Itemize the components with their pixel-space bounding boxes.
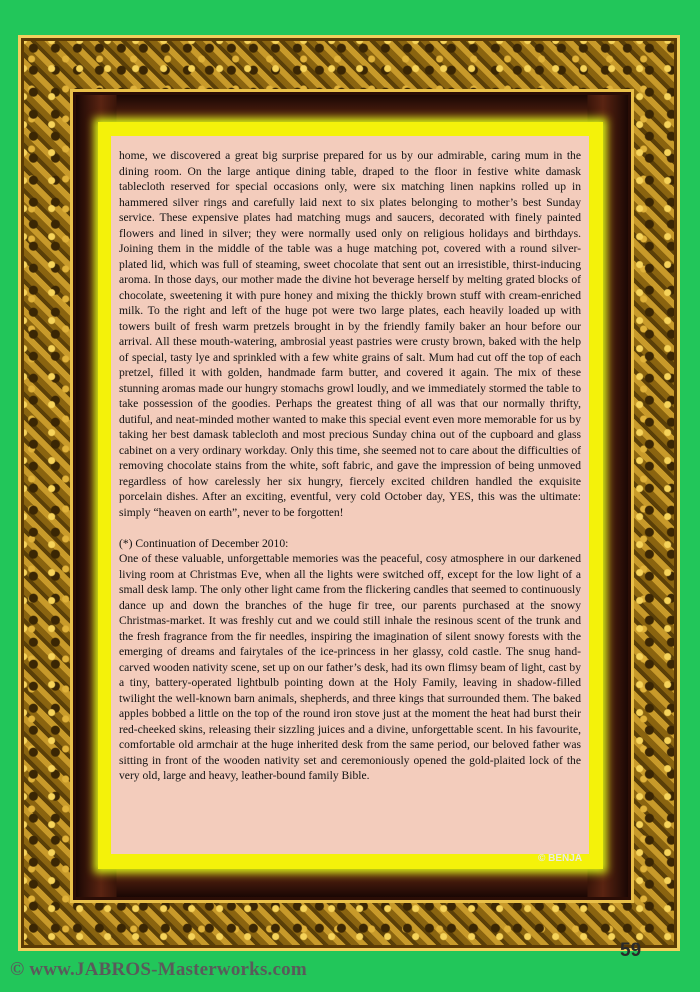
text-panel bbox=[111, 136, 589, 854]
artist-watermark: © BENJA bbox=[538, 853, 583, 864]
page-number: 59 bbox=[620, 940, 642, 961]
story-paragraph-1: home, we discovered a great big surprise prepared for us by our admirable, caring mum in the dining room. On the large antique dining table, draped to the floor in festive white damask tablecloth reserved for special occasions only, were six matching linen napkins rolled up in hammered silver rings and carefully laid next to six plates belonging to mother’s best Sunday service. These expensive plates had matching mugs and saucers, decorated with finely painted flowers and lined in silver; they were normally used only on religious holidays and birthdays. Joining them in the middle of the table was a huge matching pot, covered with a round silver-plated lid, which was full of steaming, sweet chocolate that sent out an irresistible, thirst-inducing aroma. In those days, our mother made the divine hot beverage herself by melting grated blocks of chocolate, sweetening it with pure honey and mixing the thickly brown stuff with cream-enriched milk. To the right and left of the huge pot were two large plates, each heavily loaded up with towers built of fresh warm pretzels brought in by the friendly family baker an hour before our arrival. All these mouth-watering, ambrosial yeast pastries were crusty brown, baked with the help of special, tasty lye and sprinkled with a few white grains of salt. Mum had cut off the top of each pretzel, filled it with golden, handmade farm butter, and covered it again. The mix of these stunning aromas made our hungry stomachs growl loudly, and we immediately stormed the table to take possession of the goodies. Perhaps the greatest thing of all was that our normally thrifty, dutiful, and neat-minded mother wanted to make this special event even more memorable for us by taking her best damask tablecloth and most precious Sunday china out of the cupboard and glass cabinet on a very ordinary workday. Only this time, she seemed not to care about the difficulties of removing chocolate stains from the white, soft fabric, and gave the impression of being unmoved regardless of how carelessly her six hungry, fiercely excited children handled the exquisite porcelain dishes. After an exciting, eventful, very cold October day, YES, this was the ultimate: simply “heaven on earth”, never to be forgotten! bbox=[119, 149, 581, 519]
story-paragraph-2: One of these valuable, unforgettable memories was the peaceful, cosy atmosphere in our darkened living room at Christmas Eve, when all the lights were switched off, except for the low light of a small desk lamp. The only other light came from the flickering candles that seemed to continuously dance up and down the branches of the huge fir tree, our parents purchased at the snowy Christmas-market. It was freshly cut and we could still inhale the resinous scent of the trunk and the fresh fragrance from the fir needles, inspiring the imagination of silent snowy forests with the emerging of dreams and fairytales of the ice-princess in her glassy, cold castle. The snug hand-carved wooden nativity scene, set up on our father’s desk, had its own flimsy beam of light, cast by a tiny, battery-operated lightbulb pointing down at the Holy Family, leaving in shadow-filled twilight the well-known barn animals, shepherds, and three kings that surrounded them. The baked apples bobbed a little on the top of the round iron stove just at the moment the heat had burst their red-cheeked skins, releasing their sizzling juices and a divine, unforgettable scent. In his favourite, comfortable old armchair at the huge inherited desk from the same period, our beloved father was sitting in front of the wooden nativity set and ceremoniously opened the gold-plaited lock of the very old, large and heavy, leather-bound family Bible. bbox=[119, 552, 581, 782]
website-copyright-link[interactable]: © www.JABROS-Masterworks.com bbox=[10, 959, 307, 980]
continuation-heading: (*) Continuation of December 2010: bbox=[119, 536, 289, 550]
